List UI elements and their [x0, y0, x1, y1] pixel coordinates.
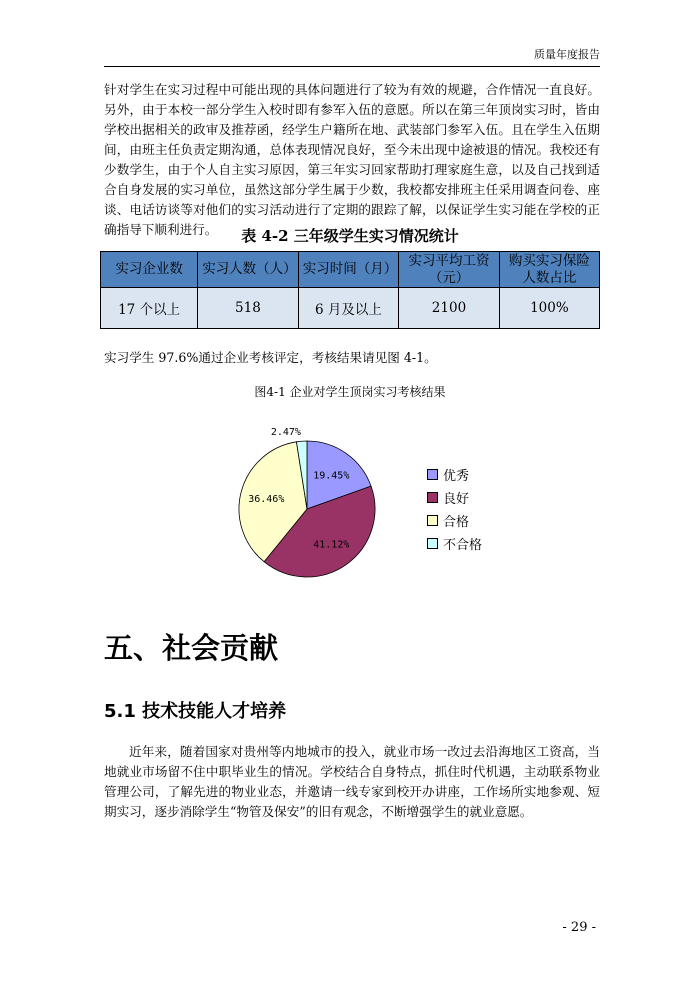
- body-paragraph: 近年来，随着国家对贵州等内地城市的投入，就业市场一改过去沿海地区工资高，当地就业市场留不住中职毕业生的情况。学校结合自身特点，抓住时代机遇，主动联系物业管理公司，了解先进的物业业态，并邀请一线专家到校开办讲座，工作场所实地参观、短期实习，逐步消除学生“物管及保安”的旧有观念，不断增强学生的就业意愿。: [104, 744, 600, 819]
- legend-item: [427, 486, 482, 509]
- chapter-title: 五、社会贡献: [104, 631, 279, 665]
- internship-table: [100, 251, 600, 329]
- table-header-cell: 购买实习保险人数占比: [499, 252, 599, 288]
- table-row: [101, 288, 600, 329]
- table-cell: 17 个以上: [101, 288, 198, 329]
- table-header-cell: 实习平均工资（元）: [399, 252, 500, 288]
- table-cell: 6 月及以上: [298, 288, 399, 329]
- pie-data-label: 36.46%: [248, 494, 285, 506]
- header-title: 质量年度报告: [534, 48, 600, 61]
- figure-caption: 图4-1 企业对学生顶岗实习考核结果: [254, 385, 446, 399]
- chart-legend: [427, 463, 482, 555]
- pie-data-label: 19.45%: [313, 470, 350, 482]
- intro-paragraph: 针对学生在实习过程中可能出现的具体问题进行了较为有效的规避，合作情况一直良好。另外，由于本校一部分学生入校时即有参军入伍的意愿。所以在第三年顶岗实习时，皆由学校出据相关的政审及推荐函，经学生户籍所在地、武装部门参军入伍。且在学生入伍期间，由班主任负责定期沟通，总体表现情况良好，至今未出现中途被退的情况。我校还有少数学生，由于个人自主实习原因，第三年实习回家帮助打理家庭生意，以及自己找到适合自身发展的实习单位，虽然这部分学生属于少数，我校都安排班主任采用调查问卷、座谈、电话访谈等对他们的实习活动进行了定期的跟踪了解，以保证学生实习能在学校的正确指导下顺利进行。: [104, 82, 600, 237]
- legend-label: 良好: [443, 492, 470, 507]
- table-title: 表 4-2 三年级学生实习情况统计: [241, 227, 459, 245]
- legend-swatch: [427, 538, 438, 549]
- legend-label: 优秀: [443, 469, 470, 484]
- table-cell: 2100: [399, 288, 500, 329]
- section-title: 5.1 技术技能人才培养: [104, 701, 287, 722]
- table-header-cell: 实习人数（人）: [198, 252, 299, 288]
- page-number: - 29 -: [562, 920, 596, 935]
- table-header-cell: 实习时间（月）: [298, 252, 399, 288]
- legend-label: 不合格: [443, 538, 483, 553]
- pie-data-label: 2.47%: [270, 427, 301, 439]
- legend-item: [427, 463, 482, 486]
- legend-swatch: [427, 492, 438, 503]
- legend-item: [427, 532, 482, 555]
- pie-chart: [220, 418, 400, 598]
- table-cell: 518: [198, 288, 299, 329]
- legend-swatch: [427, 469, 438, 480]
- assessment-note: 实习学生 97.6%通过企业考核评定，考核结果请见图 4-1。: [104, 350, 437, 365]
- page-header: [104, 46, 600, 67]
- legend-swatch: [427, 515, 438, 526]
- pie-data-label: 41.12%: [313, 539, 350, 551]
- legend-item: [427, 509, 482, 532]
- legend-label: 合格: [443, 515, 470, 530]
- table-cell: 100%: [499, 288, 599, 329]
- table-header-row: [101, 252, 600, 288]
- table-header-cell: 实习企业数: [101, 252, 198, 288]
